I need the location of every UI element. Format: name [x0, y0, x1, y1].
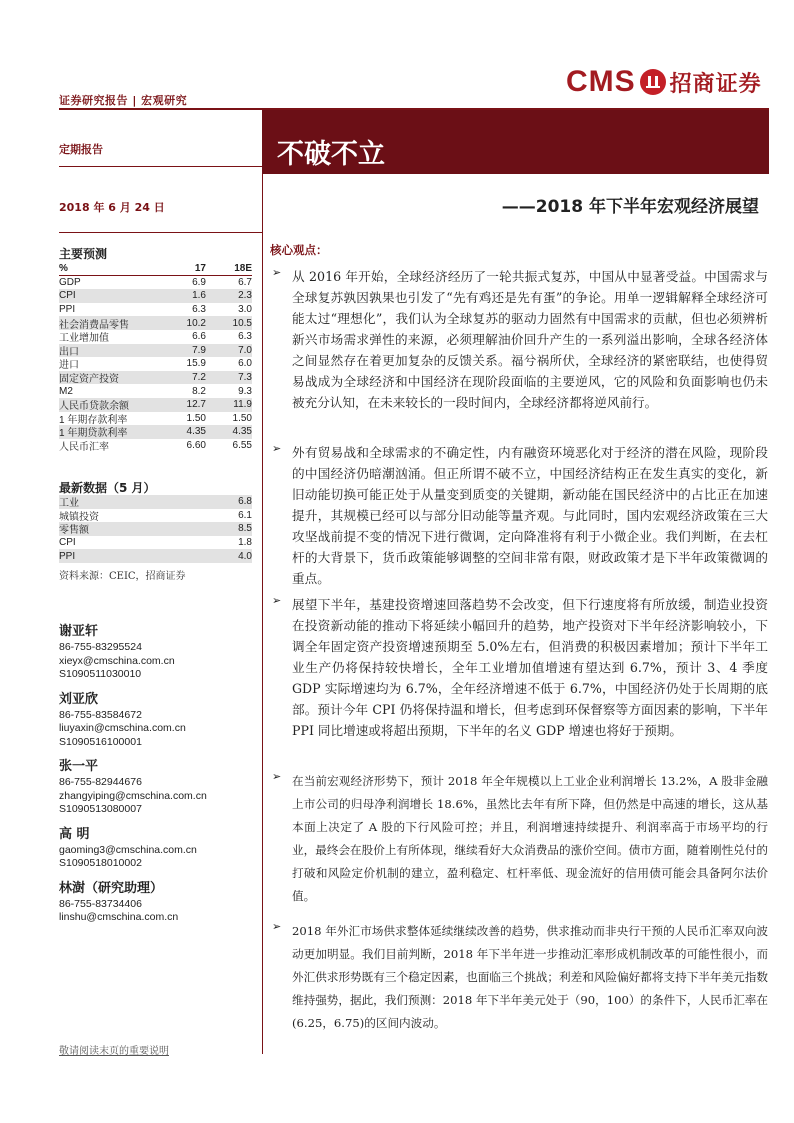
forecast-title: 主要预测: [59, 247, 108, 261]
table-row: [59, 495, 252, 509]
table-cell: 城镇投资: [59, 511, 99, 523]
bullet-text: 外有贸易战和全球需求的不确定性，内有融资环境恶化对于经济的潜在风险，现阶段的中国经济仍暗潮汹涌。但正所谓不破不立，中国经济结构正在发生真实的变化，新旧动能切换可能正处于从量变到质变的关键期，新动能在国民经济中的占比正在加速提升，其规模已经可以与部分旧动能等量齐观。与此同时，国内宏观经济政策在三大攻坚战前提不变的情况下进行微调，定向降准将有利于小微企业。我们判断，在去杠杆的大背景下，货币政策能够调整的空间非常有限，财政政策才是下半年政策微调的重点。: [292, 445, 768, 586]
arrow-bullet-icon: ➢: [272, 920, 282, 933]
report-category: 证券研究报告 | 宏观研究: [59, 94, 188, 107]
bullet-text: 在当前宏观经济形势下，预计 2018 年全年规模以上工业企业利润增长 13.2%，A 股非金融上市公司的归母净利润增长 18.6%，虽然比去年有所下降，但仍然是中高速的增长，这从基本面上决定了 A 股的下行风险可控；并且，利润增速持续提升、利润率高于市场平均的行业，最终会在股价上有所体现，继续看好大众消费品的涨价空间。债市方面，随着刚性兑付的打破和风险定价机制的建立，盈利稳定、杠杆率低、现金流好的信用债可能会具备阿尔法价值。: [292, 774, 768, 903]
latest-table: [59, 495, 252, 563]
table-cell: 10.2: [186, 317, 206, 329]
table-cell: 12.7: [186, 399, 206, 411]
table-cell: 6.8: [238, 496, 252, 508]
analyst-email[interactable]: xieyx@cmschina.com.cn: [59, 654, 175, 667]
table-header-row: [59, 262, 252, 276]
table-row: [59, 398, 252, 412]
analyst-card: [59, 688, 259, 750]
table-cell: CPI: [59, 290, 76, 302]
core-bullet: [272, 594, 768, 741]
report-date: 2018 年 6 月 24 日: [59, 201, 165, 214]
table-cell: 7.9: [192, 344, 206, 356]
analyst-list: [59, 620, 259, 931]
analyst-id: S1090511030010: [59, 668, 142, 680]
table-row: [59, 371, 252, 385]
table-row: [59, 289, 252, 303]
table-row: [59, 330, 252, 344]
table-cell: 4.35: [186, 426, 206, 438]
core-bullet: [272, 266, 768, 413]
table-cell: 1 年期存款利率: [59, 414, 128, 426]
table-row: [59, 522, 252, 536]
analyst-id: S1090513080007: [59, 803, 142, 815]
logo-badge-icon: [640, 69, 666, 95]
table-cell: 4.0: [238, 550, 252, 562]
analyst-email[interactable]: linshu@cmschina.com.cn: [59, 911, 179, 923]
table-cell: CPI: [59, 537, 76, 549]
table-cell: PPI: [59, 304, 76, 316]
table-cell: 7.2: [192, 372, 206, 384]
analyst-name: 张一平: [59, 759, 99, 774]
table-cell: 7.0: [238, 344, 252, 356]
analyst-card: [59, 877, 259, 925]
report-subtitle: ——2018 年下半年宏观经济展望: [501, 197, 759, 217]
source-note: 资料来源：CEIC，招商证券: [59, 571, 186, 582]
table-row: [59, 439, 252, 453]
analyst-id: S1090518010002: [59, 857, 142, 869]
table-cell: 1.50: [232, 412, 252, 424]
core-views-title: 核心观点：: [270, 243, 328, 257]
cms-logo: [566, 64, 766, 100]
table-cell: 工业增加值: [59, 333, 109, 345]
table-row: [59, 509, 252, 523]
table-cell: 1 年期贷款利率: [59, 428, 128, 440]
bullet-text: 从 2016 年开始，全球经济经历了一轮共振式复苏，中国从中显著受益。中国需求与全球复苏孰因孰果也引发了“先有鸡还是先有蛋”的争论。用单一逻辑解释全球经济可能太过“理想化”，我们认为全球复苏的驱动力固然有中国需求的贡献，但也必须辨析新兴市场需求弹性的来源，必须理解油价回升产生的一系列溢出影响，全球各经济体之间显然存在着更加复杂的反馈关系。福兮祸所伏，全球经济的紧密联结，也使得贸易战成为全球经济和中国经济在现阶段面临的主要逆风，它的风险和负面影响也仍未被充分认知，在未来较长的一段时间内，全球经济都将逆风前行。: [292, 269, 768, 410]
analyst-phone: 86-755-82944676: [59, 776, 142, 788]
disclaimer-link[interactable]: 敬请阅读末页的重要说明: [59, 1046, 169, 1057]
analyst-name: 林澍（研究助理）: [59, 880, 164, 896]
analyst-card: [59, 823, 259, 871]
analyst-phone: 86-755-83295524: [59, 641, 142, 653]
analyst-card: [59, 755, 259, 817]
table-cell: 进口: [59, 360, 79, 372]
table-cell: 1.50: [186, 412, 206, 424]
table-cell: 3.0: [238, 304, 252, 316]
logo-cn-text: 招商证券: [669, 71, 762, 97]
table-row: [59, 536, 252, 550]
table-row: [59, 303, 252, 317]
table-cell: 6.60: [186, 440, 206, 452]
table-cell: 8.5: [238, 523, 252, 535]
table-cell: 6.7: [238, 276, 252, 288]
arrow-bullet-icon: ➢: [272, 442, 282, 455]
table-row: [59, 344, 252, 358]
table-row: [59, 412, 252, 426]
table-row: [59, 316, 252, 330]
table-cell: 6.9: [192, 276, 206, 288]
table-row: [59, 276, 252, 290]
analyst-phone: 86-755-83734406: [59, 897, 142, 910]
sidebar-divider: [59, 232, 262, 233]
table-cell: 15.9: [186, 358, 206, 370]
arrow-bullet-icon: ➢: [272, 770, 282, 783]
table-cell: 人民币贷款余额: [59, 401, 129, 413]
table-cell: 4.35: [232, 426, 252, 438]
table-row: [59, 384, 252, 398]
table-header-cell: 17: [194, 262, 206, 274]
table-cell: 出口: [59, 346, 79, 358]
table-row: [59, 357, 252, 371]
analyst-name: 谢亚轩: [59, 624, 99, 639]
table-row: [59, 425, 252, 439]
analyst-name: 高 明: [59, 826, 90, 842]
table-cell: 6.0: [238, 358, 252, 370]
table-cell: 8.2: [192, 385, 206, 397]
table-cell: PPI: [59, 550, 76, 562]
table-cell: 工业: [59, 498, 79, 510]
table-row: [59, 549, 252, 563]
table-cell: 1.6: [192, 290, 206, 302]
table-cell: 11.9: [233, 399, 252, 411]
logo-cms-text: CMS: [566, 65, 636, 98]
core-bullet: [272, 920, 768, 1035]
table-cell: 6.3: [192, 304, 206, 316]
table-cell: 6.55: [232, 440, 252, 452]
analyst-email[interactable]: liuyaxin@cmschina.com.cn: [59, 722, 186, 734]
core-bullet: [272, 770, 768, 908]
analyst-email[interactable]: zhangyiping@cmschina.com.cn: [59, 789, 207, 802]
latest-title: 最新数据（5 月）: [59, 481, 156, 495]
sidebar-divider: [59, 166, 262, 167]
forecast-table: [59, 262, 252, 452]
table-cell: 6.1: [238, 509, 252, 521]
analyst-name: 刘亚欣: [59, 691, 99, 707]
table-cell: M2: [59, 385, 73, 397]
table-cell: 固定资产投资: [59, 374, 119, 386]
arrow-bullet-icon: ➢: [272, 594, 282, 607]
analyst-email[interactable]: gaoming3@cmschina.com.cn: [59, 843, 197, 856]
table-cell: 1.8: [238, 537, 252, 549]
analyst-phone: 86-755-83584672: [59, 708, 142, 721]
bullet-text: 展望下半年，基建投资增速回落趋势不会改变，但下行速度将有所放缓，制造业投资在投资新动能的推动下将延续小幅回升的趋势，地产投资对下半年经济影响较小，下调全年固定资产投资增速预期至 5.0%左右，但消费的积极因素增加；预计下半年工业生产仍将保持较快增长，全年工业增加值增速有望达到 6.7%，预计 3、4 季度 GDP 实际增速均为 6.7%，全年经济增速不低于 6.7%，中国经济仍处于长周期的底部。预计今年 CPI 仍将保持温和增长，但考虑到环保督察等方面因素的影响，下半年 PPI 同比增速或将超出预期，下半年的名义 GDP 增速也将好于预期。: [292, 597, 768, 738]
report-title: 不破不立: [277, 139, 385, 170]
table-cell: 9.3: [238, 385, 252, 397]
bullet-text: 2018 年外汇市场供求整体延续继续改善的趋势，供求推动而非央行干预的人民币汇率双向波动更加明显。我们目前判断，2018 年下半年进一步推动汇率形成机制改革的可能性很小，而外汇供求形势既有三个稳定因素，也面临三个挑战；利差和风险偏好都将支持下半年美元指数维持强势，据此，我们预测：2018 年下半年美元处于（90，100）的条件下，人民币汇率在(6.25，6.75)的区间内波动。: [292, 924, 768, 1030]
analyst-card: [59, 620, 259, 682]
table-header-cell: %: [59, 262, 68, 274]
table-cell: 7.3: [238, 372, 252, 384]
core-bullet: [272, 442, 768, 589]
table-cell: 10.5: [232, 317, 252, 329]
table-cell: GDP: [59, 276, 81, 288]
table-cell: 人民币汇率: [59, 442, 109, 454]
table-cell: 6.6: [192, 331, 206, 343]
table-cell: 社会消费品零售: [59, 319, 129, 331]
table-cell: 2.3: [238, 290, 252, 302]
table-cell: 6.3: [238, 331, 252, 343]
table-header-cell: 18E: [234, 262, 252, 274]
report-type: 定期报告: [59, 143, 103, 156]
analyst-id: S1090516100001: [59, 735, 142, 748]
table-cell: 零售额: [59, 525, 89, 537]
column-divider: [262, 174, 263, 1054]
arrow-bullet-icon: ➢: [272, 266, 282, 279]
